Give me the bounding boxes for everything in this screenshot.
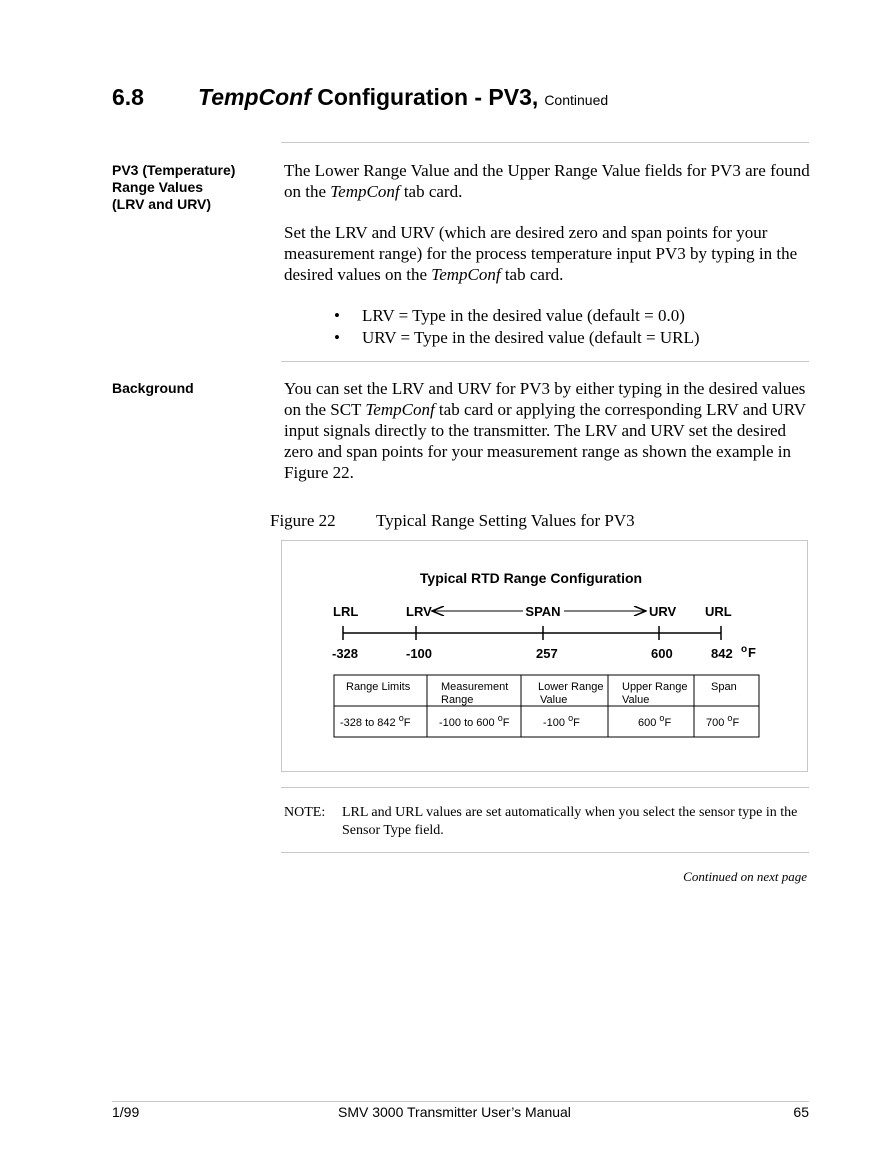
label-url: URL [705,604,732,619]
section-title [198,84,608,111]
label-lrv: LRV [406,604,432,619]
value-lrl: -328 [332,646,359,661]
text-run-italic: TempConf [365,400,435,419]
divider [281,142,809,143]
table-header: Upper Range [622,681,688,693]
section-number: 6.8 [112,84,144,110]
table-header: Lower Range [538,681,604,693]
unit-f: F [748,645,756,660]
side-heading-line: PV3 (Temperature) [112,162,236,178]
footer-title: SMV 3000 Transmitter User’s Manual [338,1104,571,1120]
table-header: Range Limits [346,681,411,693]
section-title-italic: TempConf [198,84,311,110]
text-run: tab card or applying the corresponding LRV and URV input signals directly to the transmitter. The LRV and URV set the desired zero and span points for your measurement range as shown the example in Figure 22. [284,400,806,482]
text-run: You can set the LRV and URV for PV3 by either typing in the desired values on the SCT [284,379,806,419]
page-number: 65 [793,1104,809,1120]
footer-rule [112,1101,809,1102]
section-title-rest: Configuration - PV3, [317,84,539,110]
value-lrv: -100 [406,646,433,661]
text-run: tab card. [399,182,463,201]
text-run-italic: TempConf [431,265,501,284]
text-run: tab card. [500,265,564,284]
text-run-italic: TempConf [330,182,400,201]
figure-number: Figure 22 [270,511,336,530]
table-header: Value [622,694,650,706]
note-label: NOTE: [284,805,326,820]
text-run: The Lower Range Value and the Upper Range Value fields for PV3 are found on the [284,161,810,201]
figure-caption [270,511,635,531]
table-header: Value [540,694,568,706]
range-table [334,675,759,737]
side-heading-line: (LRV and URV) [112,196,212,212]
bullet-item: • URV = Type in the desired value (default = URL) [334,327,810,349]
paragraph [284,160,810,202]
paragraph [284,378,810,483]
divider [281,361,809,362]
divider [281,852,809,853]
footer-date: 1/99 [112,1104,140,1120]
table-cell: 700 $^o$F [706,713,740,729]
bullet-item: • LRV = Type in the desired value (default = 0.0) [334,305,810,327]
bullet-list [284,305,810,349]
table-header: Range [441,694,474,706]
table-cell: -100 $^o$F [543,713,580,729]
side-heading-line: Range Values [112,179,204,195]
side-heading-background: Background [112,380,194,396]
range-diagram [282,541,809,773]
range-values-body [284,160,810,349]
side-heading-range-values [112,162,235,213]
table-cell: -100 to 600 $^o$F [439,713,510,729]
background-body [284,378,810,483]
table-header: Measurement [441,681,509,693]
label-urv: URV [649,604,677,619]
value-urv: 600 [651,646,673,661]
table-cell: 600 $^o$F [638,713,672,729]
unit-degree: o [741,644,748,655]
table-header: Span [711,681,737,693]
value-url: 842 [711,646,733,661]
text-run: Set the LRV and URV (which are desired zero and span points for your measurement range) for the process temperature input PV3 by typing in the desired values on the [284,223,798,284]
diagram-title: Typical RTD Range Configuration [419,570,643,586]
divider [281,787,809,788]
figure-caption-text: Typical Range Setting Values for PV3 [376,511,635,530]
value-span: 257 [536,646,558,661]
table-cell: -328 to 842 $^o$F [340,713,411,729]
paragraph [284,222,810,285]
continued-next-page: Continued on next page [683,869,807,884]
note-text: LRL and URL values are set automatically when you select the sensor type in the Sensor Type field. [342,805,798,838]
label-lrl: LRL [333,604,359,619]
figure-box [281,540,808,772]
label-span: SPAN [525,604,561,619]
section-continued: Continued [544,92,609,108]
